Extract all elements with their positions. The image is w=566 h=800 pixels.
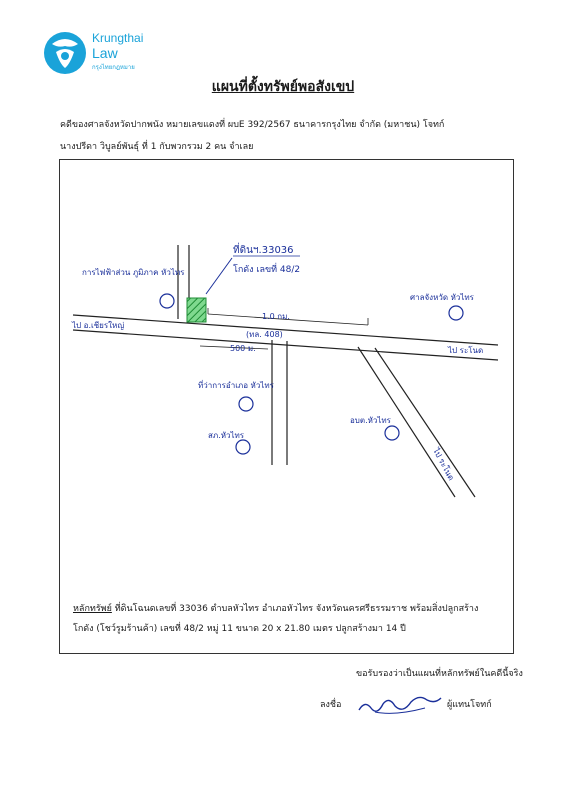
landmark-bl-label: สภ.หัวไทร — [208, 431, 245, 440]
signature-label: ลงชื่อ — [320, 700, 342, 710]
landmark-circle-tr — [449, 306, 463, 320]
property-line2: โกดัง (โชว์รูมร้านค้า) เลขที่ 48/2 หมู่ 11 ขนาด 20 x 21.80 เมตร ปลูกสร้างมา 14 ปี — [73, 624, 406, 634]
property-description — [73, 599, 503, 639]
landmark-ml-label: ที่ว่าการอำเภอ หัวไทร — [198, 381, 274, 390]
road-right-label: ไป ระโนด — [448, 346, 484, 355]
document-title: แผนที่ตั้งทรัพย์พอสังเขป — [211, 79, 355, 95]
property-label: หลักทรัพย์ — [73, 604, 112, 614]
road-br-label: ไป ระโนด — [431, 446, 456, 483]
case-line-1: คดีของศาลจังหวัดปากพนัง หมายเลขแดงที่ ผบE 392/2567 ธนาคารกรุงไทย จำกัด (มหาชน) โจทก์ — [60, 120, 445, 130]
certification-text: ขอรับรองว่าเป็นแผนที่หลักทรัพย์ในคดีนี้จริง — [356, 669, 523, 679]
road-code-label: (ทล. 408) — [246, 330, 283, 339]
case-line-2: นางปรีดา วิบูลย์พันธุ์ ที่ 1 กับพวกรวม 2 คน จำเลย — [60, 142, 254, 152]
landmark-circle-tl — [160, 294, 174, 308]
main-road-bottom-edge — [73, 330, 498, 360]
road-left-label: ไป อ.เชียรใหญ่ — [72, 321, 125, 330]
landmark-circle-br — [385, 426, 399, 440]
property-line1: ที่ดินโฉนดเลขที่ 33036 ตำบลหัวไทร อำเภอหัวไทร จังหวัดนครศรีธรรมราช พร้อมสิ่งปลูกสร้าง — [111, 604, 479, 614]
house-label: โกดัง เลขที่ 48/2 — [233, 265, 301, 275]
property-parcel — [187, 298, 206, 322]
landmark-circle-ml — [239, 397, 253, 411]
distance-2-label: 500 ม. — [230, 344, 256, 353]
logo-brand-line1: Krungthai — [92, 31, 144, 45]
landmark-tl-label: การไฟฟ้าส่วน ภูมิภาค หัวไทร — [82, 268, 185, 277]
landmark-br-label: อบต.หัวไทร — [350, 416, 391, 425]
landmark-tr-label: ศาลจังหวัด หัวไทร — [410, 293, 474, 302]
landmark-circle-bl — [236, 440, 250, 454]
signature-icon — [355, 690, 445, 718]
logo-brand-sub: กรุงไทยกฎหมาย — [92, 65, 135, 71]
deed-label: ที่ดินฯ.33036 — [233, 245, 294, 256]
logo-brand-line2: Law — [92, 45, 118, 61]
distance-1-label: 1.0 กม. — [262, 312, 290, 321]
signature-role: ผู้แทนโจทก์ — [447, 700, 492, 710]
